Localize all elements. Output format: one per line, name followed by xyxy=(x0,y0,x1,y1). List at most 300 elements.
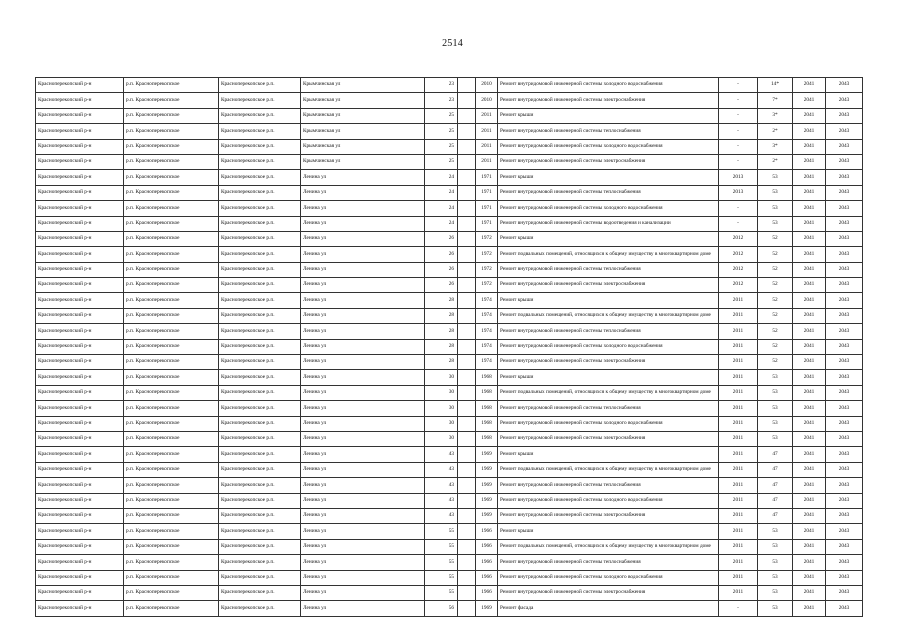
settlement-cell: р.п. Красноперекопское xyxy=(124,170,219,185)
district-cell: Красноперекопский р-н xyxy=(36,447,124,462)
plan-end-year-cell: 2043 xyxy=(826,462,863,477)
wear-percent-cell: 53 xyxy=(758,431,793,446)
municipality-cell: Красноперекопское р.п. xyxy=(219,185,301,200)
street-cell: Ленина ул xyxy=(301,585,425,600)
district-cell: Красноперекопский р-н xyxy=(36,139,124,154)
municipality-cell: Красноперекопское р.п. xyxy=(219,601,301,616)
street-cell: Крымчинская ул xyxy=(301,154,425,169)
municipality-cell: Красноперекопское р.п. xyxy=(219,308,301,323)
last-repair-year-cell: 2012 xyxy=(719,247,758,262)
wear-percent-cell: 47 xyxy=(758,462,793,477)
district-cell: Красноперекопский р-н xyxy=(36,201,124,216)
municipality-cell: Красноперекопское р.п. xyxy=(219,478,301,493)
work-type-cell: Ремонт внутридомовой инженерной системы теплоснабжения xyxy=(498,478,719,493)
district-cell: Красноперекопский р-н xyxy=(36,93,124,108)
district-cell: Красноперекопский р-н xyxy=(36,570,124,585)
municipality-cell: Красноперекопское р.п. xyxy=(219,78,301,93)
table-row xyxy=(36,478,863,493)
building-cell xyxy=(458,216,476,231)
work-type-cell: Ремонт подвальных помещений, относящихся к общему имуществу в многоквартирном доме xyxy=(498,308,719,323)
building-cell xyxy=(458,478,476,493)
building-cell xyxy=(458,154,476,169)
house-number-cell: 30 xyxy=(425,431,458,446)
settlement-cell: р.п. Красноперекопское xyxy=(124,555,219,570)
building-cell xyxy=(458,601,476,616)
year-built-cell: 1974 xyxy=(476,324,498,339)
plan-end-year-cell: 2043 xyxy=(826,78,863,93)
building-cell xyxy=(458,201,476,216)
plan-end-year-cell: 2043 xyxy=(826,124,863,139)
building-cell xyxy=(458,308,476,323)
plan-start-year-cell: 2041 xyxy=(793,185,826,200)
plan-end-year-cell: 2043 xyxy=(826,139,863,154)
settlement-cell: р.п. Красноперекопское xyxy=(124,601,219,616)
settlement-cell: р.п. Красноперекопское xyxy=(124,108,219,123)
year-built-cell: 1966 xyxy=(476,585,498,600)
district-cell: Красноперекопский р-н xyxy=(36,308,124,323)
plan-end-year-cell: 2043 xyxy=(826,493,863,508)
building-cell xyxy=(458,247,476,262)
wear-percent-cell: 3* xyxy=(758,139,793,154)
year-built-cell: 1972 xyxy=(476,262,498,277)
year-built-cell: 1969 xyxy=(476,447,498,462)
settlement-cell: р.п. Красноперекопское xyxy=(124,416,219,431)
municipality-cell: Красноперекопское р.п. xyxy=(219,370,301,385)
year-built-cell: 1972 xyxy=(476,231,498,246)
work-type-cell: Ремонт внутридомовой инженерной системы теплоснабжения xyxy=(498,555,719,570)
table-row xyxy=(36,139,863,154)
year-built-cell: 1968 xyxy=(476,401,498,416)
municipality-cell: Красноперекопское р.п. xyxy=(219,524,301,539)
plan-start-year-cell: 2041 xyxy=(793,385,826,400)
house-number-cell: 28 xyxy=(425,308,458,323)
building-cell xyxy=(458,370,476,385)
last-repair-year-cell: 2011 xyxy=(719,401,758,416)
building-cell xyxy=(458,385,476,400)
district-cell: Красноперекопский р-н xyxy=(36,216,124,231)
plan-start-year-cell: 2041 xyxy=(793,355,826,370)
settlement-cell: р.п. Красноперекопское xyxy=(124,231,219,246)
plan-end-year-cell: 2043 xyxy=(826,308,863,323)
year-built-cell: 1971 xyxy=(476,201,498,216)
last-repair-year-cell: - xyxy=(719,154,758,169)
work-type-cell: Ремонт внутридомовой инженерной системы холодного водоснабжения xyxy=(498,416,719,431)
last-repair-year-cell: 2013 xyxy=(719,185,758,200)
district-cell: Красноперекопский р-н xyxy=(36,370,124,385)
plan-start-year-cell: 2041 xyxy=(793,478,826,493)
district-cell: Красноперекопский р-н xyxy=(36,539,124,554)
street-cell: Ленина ул xyxy=(301,601,425,616)
building-cell xyxy=(458,324,476,339)
building-cell xyxy=(458,555,476,570)
plan-start-year-cell: 2041 xyxy=(793,170,826,185)
plan-start-year-cell: 2041 xyxy=(793,462,826,477)
work-type-cell: Ремонт внутридомовой инженерной системы теплоснабжения xyxy=(498,185,719,200)
table-row xyxy=(36,508,863,523)
street-cell: Ленина ул xyxy=(301,355,425,370)
district-cell: Красноперекопский р-н xyxy=(36,508,124,523)
building-cell xyxy=(458,139,476,154)
year-built-cell: 1969 xyxy=(476,462,498,477)
district-cell: Красноперекопский р-н xyxy=(36,154,124,169)
last-repair-year-cell: - xyxy=(719,124,758,139)
district-cell: Красноперекопский р-н xyxy=(36,416,124,431)
last-repair-year-cell: 2011 xyxy=(719,385,758,400)
wear-percent-cell: 52 xyxy=(758,355,793,370)
plan-start-year-cell: 2041 xyxy=(793,401,826,416)
plan-end-year-cell: 2043 xyxy=(826,585,863,600)
house-number-cell: 26 xyxy=(425,262,458,277)
year-built-cell: 1966 xyxy=(476,524,498,539)
last-repair-year-cell: 2011 xyxy=(719,555,758,570)
plan-start-year-cell: 2041 xyxy=(793,154,826,169)
table-row xyxy=(36,201,863,216)
house-number-cell: 43 xyxy=(425,478,458,493)
table-row xyxy=(36,555,863,570)
plan-end-year-cell: 2043 xyxy=(826,524,863,539)
municipality-cell: Красноперекопское р.п. xyxy=(219,508,301,523)
plan-end-year-cell: 2043 xyxy=(826,478,863,493)
plan-start-year-cell: 2041 xyxy=(793,124,826,139)
street-cell: Ленина ул xyxy=(301,308,425,323)
table-row xyxy=(36,185,863,200)
plan-end-year-cell: 2043 xyxy=(826,431,863,446)
year-built-cell: 1971 xyxy=(476,185,498,200)
municipality-cell: Красноперекопское р.п. xyxy=(219,401,301,416)
municipality-cell: Красноперекопское р.п. xyxy=(219,355,301,370)
table-row xyxy=(36,124,863,139)
last-repair-year-cell: - xyxy=(719,139,758,154)
municipality-cell: Красноперекопское р.п. xyxy=(219,170,301,185)
table-row xyxy=(36,570,863,585)
street-cell: Крымчинская ул xyxy=(301,108,425,123)
settlement-cell: р.п. Красноперекопское xyxy=(124,478,219,493)
table-row xyxy=(36,385,863,400)
district-cell: Красноперекопский р-н xyxy=(36,293,124,308)
year-built-cell: 1969 xyxy=(476,478,498,493)
house-number-cell: 25 xyxy=(425,154,458,169)
year-built-cell: 1969 xyxy=(476,508,498,523)
district-cell: Красноперекопский р-н xyxy=(36,247,124,262)
settlement-cell: р.п. Красноперекопское xyxy=(124,308,219,323)
year-built-cell: 2011 xyxy=(476,108,498,123)
table-row xyxy=(36,431,863,446)
district-cell: Красноперекопский р-н xyxy=(36,601,124,616)
plan-end-year-cell: 2043 xyxy=(826,385,863,400)
settlement-cell: р.п. Красноперекопское xyxy=(124,278,219,293)
house-number-cell: 25 xyxy=(425,124,458,139)
plan-end-year-cell: 2043 xyxy=(826,601,863,616)
street-cell: Крымчинская ул xyxy=(301,78,425,93)
wear-percent-cell: 53 xyxy=(758,201,793,216)
year-built-cell: 1972 xyxy=(476,278,498,293)
street-cell: Ленина ул xyxy=(301,231,425,246)
street-cell: Ленина ул xyxy=(301,508,425,523)
last-repair-year-cell: - xyxy=(719,601,758,616)
year-built-cell: 1974 xyxy=(476,293,498,308)
wear-percent-cell: 7* xyxy=(758,93,793,108)
plan-start-year-cell: 2041 xyxy=(793,108,826,123)
table-row xyxy=(36,401,863,416)
plan-end-year-cell: 2043 xyxy=(826,278,863,293)
plan-end-year-cell: 2043 xyxy=(826,570,863,585)
page-number: 2514 xyxy=(442,38,463,49)
plan-end-year-cell: 2043 xyxy=(826,154,863,169)
year-built-cell: 1968 xyxy=(476,416,498,431)
plan-start-year-cell: 2041 xyxy=(793,262,826,277)
last-repair-year-cell: 2011 xyxy=(719,585,758,600)
wear-percent-cell: 2* xyxy=(758,124,793,139)
wear-percent-cell: 52 xyxy=(758,324,793,339)
work-type-cell: Ремонт внутридомовой инженерной системы теплоснабжения xyxy=(498,262,719,277)
year-built-cell: 2011 xyxy=(476,139,498,154)
plan-start-year-cell: 2041 xyxy=(793,308,826,323)
municipality-cell: Красноперекопское р.п. xyxy=(219,570,301,585)
building-cell xyxy=(458,508,476,523)
year-built-cell: 1971 xyxy=(476,170,498,185)
plan-end-year-cell: 2043 xyxy=(826,416,863,431)
municipality-cell: Красноперекопское р.п. xyxy=(219,385,301,400)
last-repair-year-cell: 2011 xyxy=(719,339,758,354)
settlement-cell: р.п. Красноперекопское xyxy=(124,124,219,139)
year-built-cell: 1966 xyxy=(476,555,498,570)
district-cell: Красноперекопский р-н xyxy=(36,431,124,446)
wear-percent-cell: 52 xyxy=(758,231,793,246)
work-type-cell: Ремонт подвальных помещений, относящихся к общему имуществу в многоквартирном доме xyxy=(498,462,719,477)
house-number-cell: 30 xyxy=(425,401,458,416)
municipality-cell: Красноперекопское р.п. xyxy=(219,139,301,154)
table-row xyxy=(36,262,863,277)
settlement-cell: р.п. Красноперекопское xyxy=(124,585,219,600)
year-built-cell: 2011 xyxy=(476,154,498,169)
plan-start-year-cell: 2041 xyxy=(793,570,826,585)
plan-end-year-cell: 2043 xyxy=(826,216,863,231)
municipality-cell: Красноперекопское р.п. xyxy=(219,247,301,262)
building-cell xyxy=(458,355,476,370)
plan-end-year-cell: 2043 xyxy=(826,231,863,246)
work-type-cell: Ремонт крыши xyxy=(498,293,719,308)
house-number-cell: 25 xyxy=(425,108,458,123)
year-built-cell: 2010 xyxy=(476,93,498,108)
work-type-cell: Ремонт внутридомовой инженерной системы электроснабжения xyxy=(498,278,719,293)
street-cell: Ленина ул xyxy=(301,539,425,554)
table-row xyxy=(36,278,863,293)
table-body xyxy=(36,78,863,617)
plan-end-year-cell: 2043 xyxy=(826,447,863,462)
building-cell xyxy=(458,524,476,539)
year-built-cell: 1969 xyxy=(476,493,498,508)
table-row xyxy=(36,216,863,231)
district-cell: Красноперекопский р-н xyxy=(36,185,124,200)
house-number-cell: 55 xyxy=(425,555,458,570)
street-cell: Ленина ул xyxy=(301,555,425,570)
year-built-cell: 1966 xyxy=(476,570,498,585)
wear-percent-cell: 2* xyxy=(758,154,793,169)
street-cell: Ленина ул xyxy=(301,385,425,400)
house-number-cell: 30 xyxy=(425,416,458,431)
district-cell: Красноперекопский р-н xyxy=(36,170,124,185)
work-type-cell: Ремонт внутридомовой инженерной системы теплоснабжения xyxy=(498,324,719,339)
table-row xyxy=(36,339,863,354)
last-repair-year-cell: 2011 xyxy=(719,478,758,493)
municipality-cell: Красноперекопское р.п. xyxy=(219,216,301,231)
work-type-cell: Ремонт внутридомовой инженерной системы теплоснабжения xyxy=(498,401,719,416)
last-repair-year-cell: 2012 xyxy=(719,262,758,277)
settlement-cell: р.п. Красноперекопское xyxy=(124,339,219,354)
house-number-cell: 26 xyxy=(425,231,458,246)
wear-percent-cell: 47 xyxy=(758,447,793,462)
last-repair-year-cell: 2011 xyxy=(719,308,758,323)
last-repair-year-cell: 2011 xyxy=(719,462,758,477)
table-row xyxy=(36,247,863,262)
house-number-cell: 43 xyxy=(425,508,458,523)
settlement-cell: р.п. Красноперекопское xyxy=(124,201,219,216)
year-built-cell: 1974 xyxy=(476,355,498,370)
plan-end-year-cell: 2043 xyxy=(826,293,863,308)
wear-percent-cell: 52 xyxy=(758,278,793,293)
plan-start-year-cell: 2041 xyxy=(793,601,826,616)
plan-start-year-cell: 2041 xyxy=(793,216,826,231)
district-cell: Красноперекопский р-н xyxy=(36,339,124,354)
building-cell xyxy=(458,93,476,108)
year-built-cell: 1971 xyxy=(476,216,498,231)
table-row xyxy=(36,524,863,539)
wear-percent-cell: 53 xyxy=(758,370,793,385)
last-repair-year-cell: 2011 xyxy=(719,570,758,585)
wear-percent-cell: 53 xyxy=(758,524,793,539)
year-built-cell: 1966 xyxy=(476,539,498,554)
last-repair-year-cell: - xyxy=(719,216,758,231)
house-number-cell: 25 xyxy=(425,139,458,154)
work-type-cell: Ремонт внутридомовой инженерной системы холодного водоснабжения xyxy=(498,139,719,154)
street-cell: Ленина ул xyxy=(301,524,425,539)
house-number-cell: 28 xyxy=(425,355,458,370)
municipality-cell: Красноперекопское р.п. xyxy=(219,262,301,277)
building-cell xyxy=(458,462,476,477)
plan-start-year-cell: 2041 xyxy=(793,431,826,446)
settlement-cell: р.п. Красноперекопское xyxy=(124,401,219,416)
house-number-cell: 30 xyxy=(425,370,458,385)
work-type-cell: Ремонт внутридомовой инженерной системы холодного водоснабжения xyxy=(498,78,719,93)
house-number-cell: 24 xyxy=(425,185,458,200)
table-row xyxy=(36,539,863,554)
last-repair-year-cell: 2011 xyxy=(719,416,758,431)
year-built-cell: 1969 xyxy=(476,601,498,616)
district-cell: Красноперекопский р-н xyxy=(36,324,124,339)
wear-percent-cell: 47 xyxy=(758,493,793,508)
wear-percent-cell: 52 xyxy=(758,247,793,262)
settlement-cell: р.п. Красноперекопское xyxy=(124,570,219,585)
plan-start-year-cell: 2041 xyxy=(793,370,826,385)
plan-start-year-cell: 2041 xyxy=(793,416,826,431)
house-number-cell: 55 xyxy=(425,524,458,539)
municipality-cell: Красноперекопское р.п. xyxy=(219,447,301,462)
building-cell xyxy=(458,293,476,308)
district-cell: Красноперекопский р-н xyxy=(36,355,124,370)
wear-percent-cell: 53 xyxy=(758,539,793,554)
building-cell xyxy=(458,78,476,93)
plan-end-year-cell: 2043 xyxy=(826,370,863,385)
building-cell xyxy=(458,431,476,446)
plan-start-year-cell: 2041 xyxy=(793,139,826,154)
settlement-cell: р.п. Красноперекопское xyxy=(124,262,219,277)
work-type-cell: Ремонт фасада xyxy=(498,601,719,616)
plan-start-year-cell: 2041 xyxy=(793,539,826,554)
district-cell: Красноперекопский р-н xyxy=(36,401,124,416)
municipality-cell: Красноперекопское р.п. xyxy=(219,339,301,354)
plan-end-year-cell: 2043 xyxy=(826,247,863,262)
district-cell: Красноперекопский р-н xyxy=(36,124,124,139)
plan-end-year-cell: 2043 xyxy=(826,339,863,354)
work-type-cell: Ремонт внутридомовой инженерной системы электроснабжения xyxy=(498,355,719,370)
year-built-cell: 1974 xyxy=(476,339,498,354)
plan-end-year-cell: 2043 xyxy=(826,185,863,200)
street-cell: Ленина ул xyxy=(301,570,425,585)
house-number-cell: 30 xyxy=(425,385,458,400)
municipality-cell: Красноперекопское р.п. xyxy=(219,416,301,431)
year-built-cell: 1972 xyxy=(476,247,498,262)
settlement-cell: р.п. Красноперекопское xyxy=(124,293,219,308)
table-row xyxy=(36,462,863,477)
street-cell: Ленина ул xyxy=(301,339,425,354)
building-cell xyxy=(458,185,476,200)
street-cell: Ленина ул xyxy=(301,431,425,446)
last-repair-year-cell: 2011 xyxy=(719,370,758,385)
house-number-cell: 28 xyxy=(425,339,458,354)
settlement-cell: р.п. Красноперекопское xyxy=(124,154,219,169)
street-cell: Ленина ул xyxy=(301,493,425,508)
settlement-cell: р.п. Красноперекопское xyxy=(124,524,219,539)
work-type-cell: Ремонт внутридомовой инженерной системы водоотведения и канализации xyxy=(498,216,719,231)
house-number-cell: 55 xyxy=(425,570,458,585)
wear-percent-cell: 53 xyxy=(758,555,793,570)
settlement-cell: р.п. Красноперекопское xyxy=(124,385,219,400)
work-type-cell: Ремонт внутридомовой инженерной системы холодного водоснабжения xyxy=(498,201,719,216)
wear-percent-cell: 53 xyxy=(758,170,793,185)
settlement-cell: р.п. Красноперекопское xyxy=(124,493,219,508)
settlement-cell: р.п. Красноперекопское xyxy=(124,247,219,262)
table-row xyxy=(36,308,863,323)
last-repair-year-cell: 2011 xyxy=(719,447,758,462)
plan-start-year-cell: 2041 xyxy=(793,447,826,462)
wear-percent-cell: 53 xyxy=(758,416,793,431)
municipality-cell: Красноперекопское р.п. xyxy=(219,585,301,600)
work-type-cell: Ремонт крыши xyxy=(498,370,719,385)
house-number-cell: 43 xyxy=(425,447,458,462)
work-type-cell: Ремонт крыши xyxy=(498,231,719,246)
house-number-cell: 24 xyxy=(425,170,458,185)
house-number-cell: 26 xyxy=(425,278,458,293)
wear-percent-cell: 52 xyxy=(758,262,793,277)
last-repair-year-cell: 2011 xyxy=(719,324,758,339)
street-cell: Ленина ул xyxy=(301,247,425,262)
street-cell: Ленина ул xyxy=(301,201,425,216)
last-repair-year-cell: 2011 xyxy=(719,493,758,508)
year-built-cell: 2011 xyxy=(476,124,498,139)
street-cell: Ленина ул xyxy=(301,401,425,416)
district-cell: Красноперекопский р-н xyxy=(36,478,124,493)
building-cell xyxy=(458,585,476,600)
year-built-cell: 1968 xyxy=(476,385,498,400)
municipality-cell: Красноперекопское р.п. xyxy=(219,124,301,139)
wear-percent-cell: 53 xyxy=(758,185,793,200)
building-cell xyxy=(458,231,476,246)
building-cell xyxy=(458,539,476,554)
municipality-cell: Красноперекопское р.п. xyxy=(219,493,301,508)
municipality-cell: Красноперекопское р.п. xyxy=(219,93,301,108)
house-number-cell: 23 xyxy=(425,78,458,93)
last-repair-year-cell: 2011 xyxy=(719,539,758,554)
